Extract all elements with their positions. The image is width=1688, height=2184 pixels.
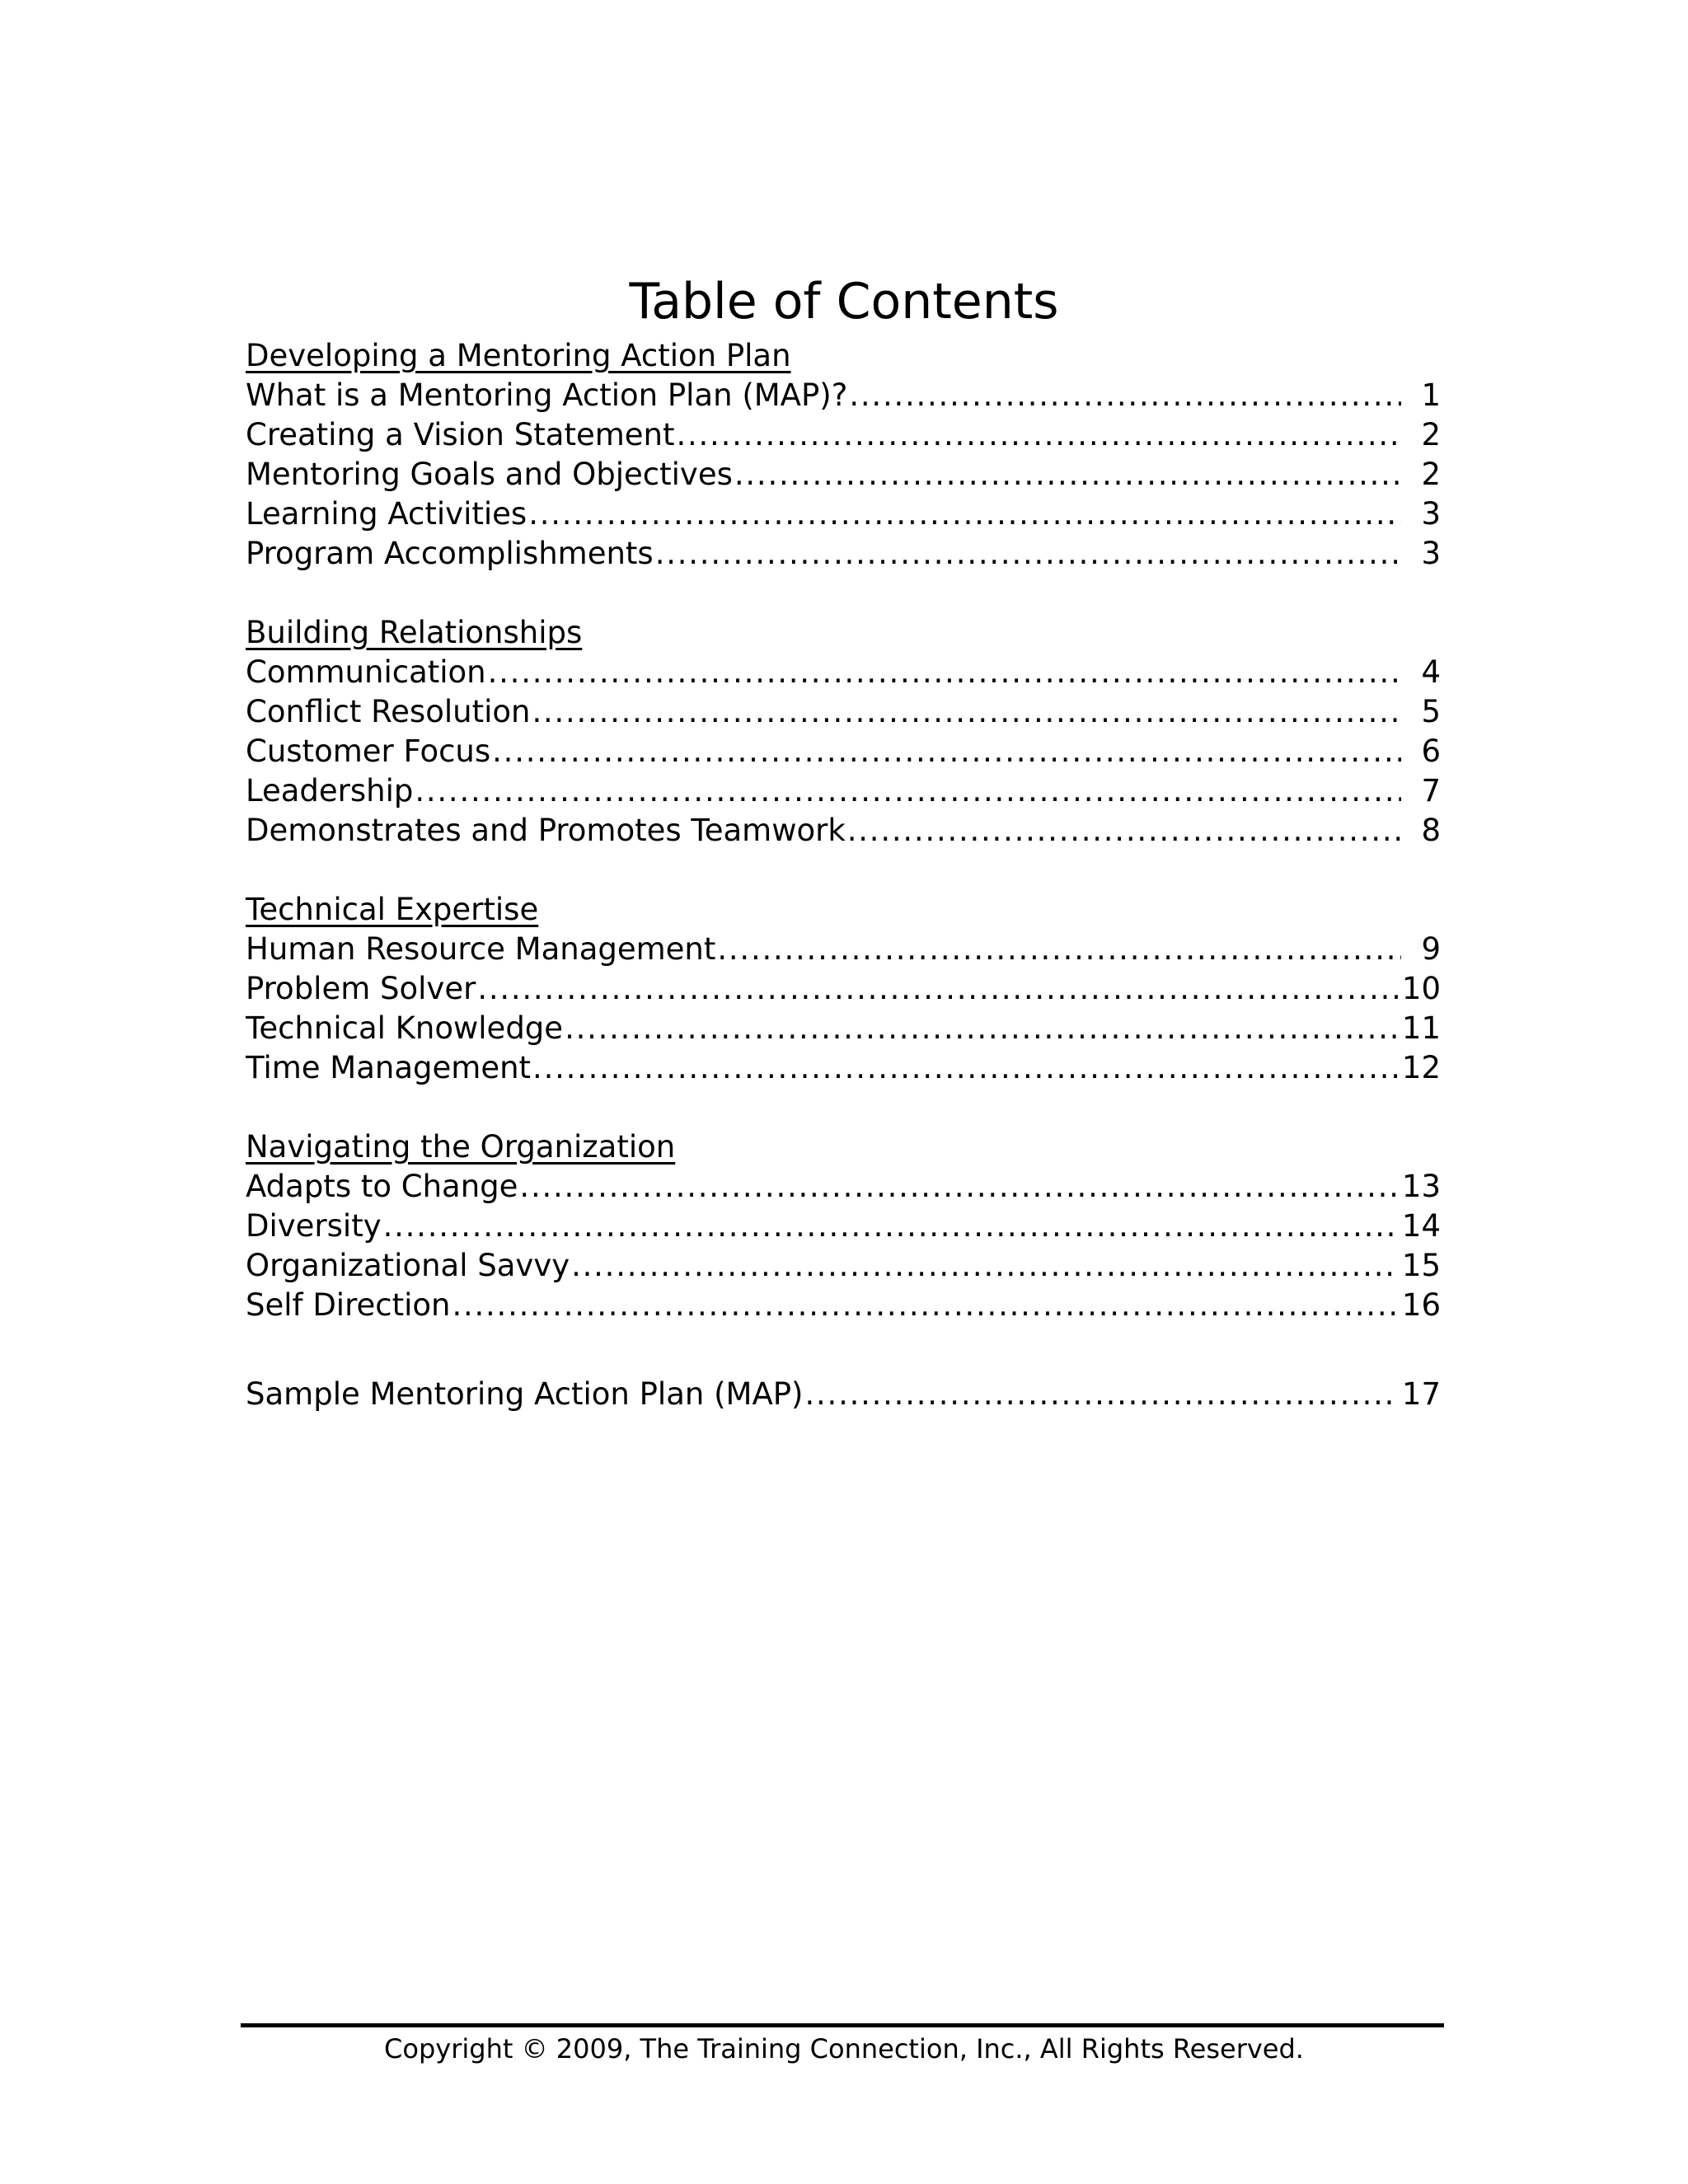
entry-label: Technical Knowledge — [246, 1010, 564, 1046]
toc-entry — [246, 1207, 1441, 1246]
entry-label: Conflict Resolution — [246, 694, 531, 729]
toc-entry — [246, 811, 1441, 851]
entry-page-number: 8 — [1421, 813, 1441, 848]
toc-entry — [246, 692, 1441, 732]
toc-entry — [246, 732, 1441, 771]
dot-leader — [847, 811, 1401, 851]
table-of-contents — [246, 336, 1441, 1414]
toc-entry — [246, 534, 1441, 574]
entry-page-number: 7 — [1421, 773, 1441, 808]
toc-entry — [246, 771, 1441, 811]
toc-entry — [246, 494, 1441, 534]
entry-label: Creating a Vision Statement — [246, 417, 675, 452]
dot-leader — [383, 1207, 1399, 1246]
dot-leader — [734, 455, 1401, 494]
entry-page-number: 3 — [1421, 536, 1441, 571]
entry-page-number: 17 — [1401, 1376, 1441, 1412]
footer-divider — [241, 2023, 1444, 2027]
toc-entry — [246, 1167, 1441, 1207]
entry-label: Sample Mentoring Action Plan (MAP) — [246, 1376, 804, 1412]
dot-leader — [519, 1167, 1398, 1207]
dot-leader — [415, 771, 1401, 811]
dot-leader — [676, 415, 1401, 455]
page-title: Table of Contents — [629, 273, 1059, 331]
entry-page-number: 2 — [1421, 417, 1441, 452]
toc-section-technical-expertise — [246, 890, 1441, 1088]
toc-entry — [246, 1246, 1441, 1286]
dot-leader — [805, 1375, 1399, 1414]
entry-page-number: 5 — [1421, 694, 1441, 729]
toc-section-developing — [246, 336, 1441, 574]
entry-label: Leadership — [246, 773, 414, 808]
dot-leader — [532, 692, 1401, 732]
toc-entry — [246, 969, 1441, 1009]
toc-entry — [246, 1048, 1441, 1088]
entry-label: What is a Mentoring Action Plan (MAP)? — [246, 377, 848, 413]
entry-page-number: 1 — [1421, 377, 1441, 413]
entry-page-number: 15 — [1401, 1248, 1441, 1283]
dot-leader — [655, 534, 1401, 574]
entry-label: Learning Activities — [246, 496, 528, 532]
dot-leader — [532, 1048, 1399, 1088]
entry-label: Adapts to Change — [246, 1169, 518, 1204]
toc-entry — [246, 415, 1441, 455]
section-heading: Technical Expertise — [246, 892, 539, 927]
toc-entry — [246, 1286, 1441, 1325]
entry-page-number: 14 — [1401, 1208, 1441, 1244]
entry-page-number: 12 — [1401, 1050, 1441, 1085]
dot-leader — [849, 376, 1401, 415]
toc-entry — [246, 653, 1441, 692]
entry-page-number: 6 — [1421, 733, 1441, 769]
dot-leader — [488, 653, 1401, 692]
entry-label: Time Management — [246, 1050, 532, 1085]
entry-label: Problem Solver — [246, 971, 476, 1006]
copyright-notice: Copyright © 2009, The Training Connection, Inc., All Rights Reserved. — [384, 2033, 1304, 2064]
entry-label: Human Resource Management — [246, 931, 716, 967]
entry-page-number: 4 — [1421, 654, 1441, 690]
toc-section-building-relationships — [246, 613, 1441, 851]
toc-entry — [246, 930, 1441, 969]
dot-leader — [452, 1286, 1398, 1325]
entry-label: Customer Focus — [246, 733, 491, 769]
toc-section-navigating-organization — [246, 1127, 1441, 1325]
entry-label: Communication — [246, 654, 486, 690]
entry-page-number: 13 — [1401, 1169, 1441, 1204]
toc-entry-sample-map — [246, 1375, 1441, 1414]
entry-label: Self Direction — [246, 1287, 451, 1323]
toc-entry — [246, 376, 1441, 415]
toc-entry — [246, 1009, 1441, 1048]
dot-leader — [528, 494, 1401, 534]
dot-leader — [571, 1246, 1399, 1286]
dot-leader — [477, 969, 1399, 1009]
entry-page-number: 9 — [1421, 931, 1441, 967]
entry-page-number: 16 — [1401, 1287, 1441, 1323]
entry-label: Organizational Savvy — [246, 1248, 570, 1283]
entry-label: Demonstrates and Promotes Teamwork — [246, 813, 846, 848]
entry-label: Mentoring Goals and Objectives — [246, 457, 733, 492]
entry-page-number: 3 — [1421, 496, 1441, 532]
dot-leader — [717, 930, 1401, 969]
section-heading: Building Relationships — [246, 615, 583, 650]
dot-leader — [492, 732, 1401, 771]
dot-leader — [565, 1009, 1399, 1048]
section-heading: Navigating the Organization — [246, 1129, 676, 1165]
entry-page-number: 11 — [1401, 1010, 1441, 1046]
entry-label: Diversity — [246, 1208, 382, 1244]
entry-page-number: 10 — [1401, 971, 1441, 1006]
section-heading: Developing a Mentoring Action Plan — [246, 338, 791, 373]
toc-entry — [246, 455, 1441, 494]
entry-label: Program Accomplishments — [246, 536, 654, 571]
entry-page-number: 2 — [1421, 457, 1441, 492]
